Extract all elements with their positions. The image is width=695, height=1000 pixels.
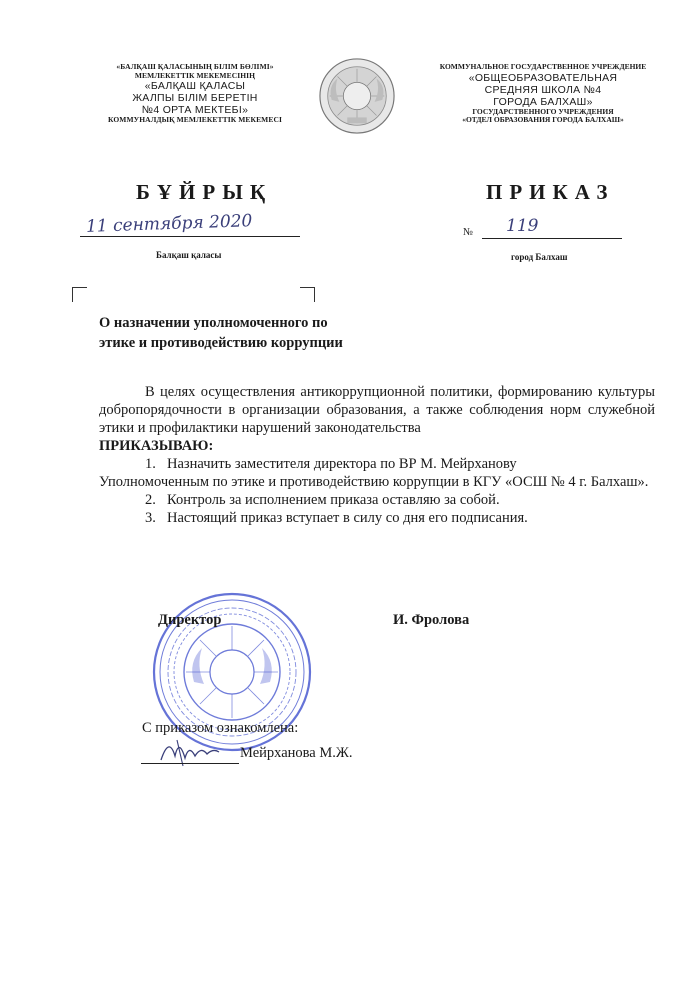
- signatory-role: Директор: [158, 612, 222, 628]
- header-right-line5: ГОСУДАРСТВЕННОГО УЧРЕЖДЕНИЯ: [472, 106, 614, 116]
- header-left-line2: МЕМЛЕКЕТТІК МЕКЕМЕСІНІҢ: [134, 70, 256, 80]
- order-item-3: [99, 510, 655, 528]
- item-number: 2.: [145, 491, 156, 508]
- acknowledgement-signature-line: [141, 762, 239, 764]
- header-left-line4: ЖАЛПЫ БІЛІМ БЕРЕТІН: [132, 92, 258, 105]
- acknowledgement-label: С приказом ознакомлена:: [142, 720, 299, 736]
- subject-line2: этике и противодействию коррупции: [99, 335, 343, 352]
- body-intro: В целях осуществления антикоррупционной политики, формированию культуры добропорядочности в организации образования, а также соблюдения норм служебной этики и профилактики нарушений законодательства: [99, 384, 655, 436]
- order-number-label: №: [463, 227, 474, 238]
- item-number: 1.: [145, 455, 156, 472]
- acknowledgement-name: Мейрханова М.Ж.: [240, 745, 353, 761]
- title-russian: ПРИКАЗ: [486, 180, 615, 204]
- subject-bracket-right: [300, 287, 315, 302]
- order-item-1: [99, 456, 655, 474]
- date-underline: [80, 235, 300, 237]
- handwritten-order-number: 119: [506, 216, 539, 236]
- place-russian: город Балхаш: [511, 252, 568, 262]
- signatory-name: И. Фролова: [393, 612, 470, 628]
- order-item-1-continued: Уполномоченным по этике и противодействию коррупции в КГУ «ОСШ № 4 г. Балхаш».: [99, 473, 649, 490]
- order-body: [99, 384, 655, 528]
- header-right-line3: СРЕДНЯЯ ШКОЛА №4: [484, 83, 602, 96]
- header-right-line1: КОММУНАЛЬНОЕ ГОСУДАРСТВЕННОЕ УЧРЕЖДЕНИЕ: [439, 62, 647, 71]
- header-right-line4: ГОРОДА БАЛХАШ»: [493, 95, 593, 108]
- header-right-line6: «ОТДЕЛ ОБРАЗОВАНИЯ ГОРОДА БАЛХАШ»: [462, 115, 624, 125]
- header-right-line2: «ОБЩЕОБРАЗОВАТЕЛЬНАЯ: [468, 71, 618, 84]
- item-text: Контроль за исполнением приказа оставляю за собой.: [167, 491, 500, 508]
- header-left-kazakh: [90, 63, 300, 125]
- order-word: ПРИКАЗЫВАЮ:: [99, 437, 214, 454]
- header-left-line6: КОММУНАЛДЫҚ МЕМЛЕКЕТТІК МЕКЕМЕСІ: [108, 115, 282, 125]
- header-left-line5: №4 ОРТА МЕКТЕБІ»: [141, 104, 249, 117]
- handwritten-signature-icon: [155, 730, 225, 770]
- place-kazakh: Балқаш қаласы: [156, 250, 222, 260]
- number-underline: [482, 237, 622, 239]
- state-emblem-icon: [318, 57, 396, 135]
- subject-bracket-left: [72, 287, 87, 302]
- title-kazakh: БҰЙРЫҚ: [136, 180, 273, 204]
- header-right-russian: [418, 63, 668, 125]
- item-number: 3.: [145, 509, 156, 526]
- header-left-line3: «БАЛҚАШ ҚАЛАСЫ: [144, 80, 246, 93]
- item-text: Настоящий приказ вступает в силу со дня его подписания.: [167, 509, 528, 526]
- header-left-line1: «БАЛҚАШ ҚАЛАСЫНЫҢ БІЛІМ БӨЛІМІ»: [116, 62, 274, 71]
- order-subject: [99, 313, 343, 354]
- order-item-2: [99, 492, 655, 510]
- handwritten-date: 11 сентября 2020: [85, 211, 253, 237]
- item-text: Назначить заместителя директора по ВР М. Мейрханову: [167, 455, 517, 472]
- subject-line1: О назначении уполномоченного по: [99, 315, 328, 331]
